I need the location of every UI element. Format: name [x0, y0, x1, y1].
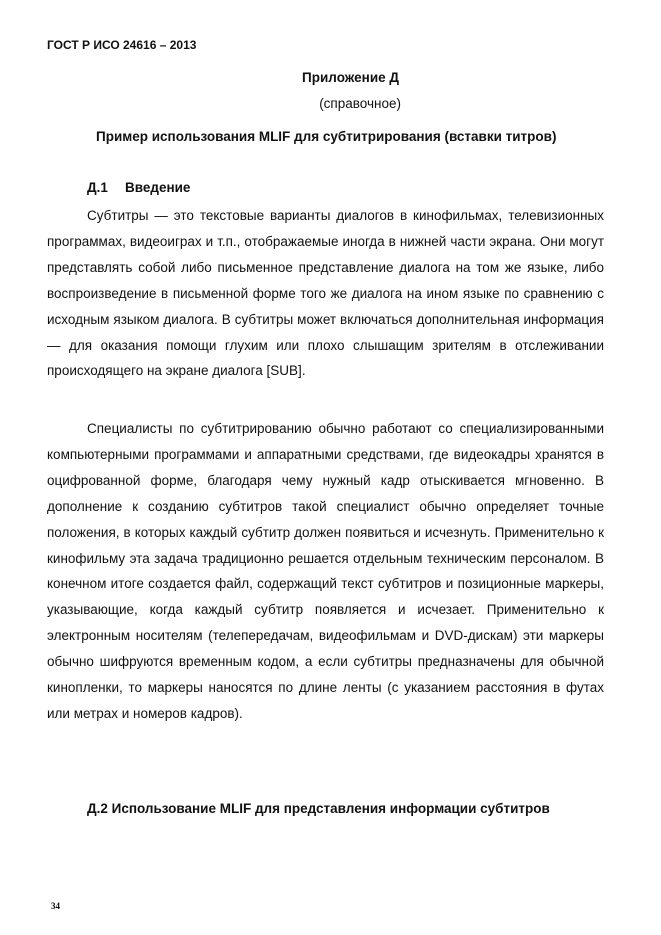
paragraph-1: Субтитры — это текстовые варианты диалогов в кинофильмах, телевизионных программах, видеоиграх и т.п., отображаемые иногда в нижней части экрана. Они могут представлять собой либо письменное представление диалога на том же языке, либо воспроизведение в письменной форме того же диалога на ином языке по сравнению с исходным языком диалога. В субтитры может включаться дополнительная информация — для оказания помощи глухим или плохо слышащим зрителям в отслеживании происходящего на экране диалога [SUB]. — [47, 208, 604, 379]
section-1-number: Д.1 — [87, 180, 108, 195]
page-number: 34 — [51, 901, 60, 911]
paragraph-2: Специалисты по субтитрированию обычно работают со специализированными компьютерными программами и аппаратными средствами, где видеокадры хранятся в оцифрованной форме, благодаря чему нужный кадр отыскивается мгновенно. В дополнение к созданию субтитров такой специалист обычно определяет точные положения, в которых каждый субтитр должен появиться и исчезнуть. Применительно к кинофильму эта задача традиционно решается отдельным техническим персоналом. В конечном итоге создается файл, содержащий текст субтитров и позиционные маркеры, указывающие, когда каждый субтитр появляется и исчезает. Применительно к электронным носителям (телепередачам, видеофильмам и DVD-дискам) эти маркеры обычно шифруются временным кодом, а если субтитры предназначены для обычной кинопленки, то маркеры наносятся по длине ленты (с указанием расстояния в футах или метрах и номеров кадров). — [47, 421, 604, 721]
standard-header: ГОСТ Р ИСО 24616 – 2013 — [47, 38, 197, 52]
annex-status: (справочное) — [319, 96, 401, 111]
section-1-title: Введение — [125, 180, 191, 195]
annex-label: Приложение Д — [302, 70, 399, 85]
section-2-heading: Д.2 Использование MLIF для представления информации субтитров — [87, 801, 550, 816]
annex-title: Пример использования MLIF для субтитрирования (вставки титров) — [96, 129, 557, 144]
section-1-heading — [87, 180, 190, 195]
